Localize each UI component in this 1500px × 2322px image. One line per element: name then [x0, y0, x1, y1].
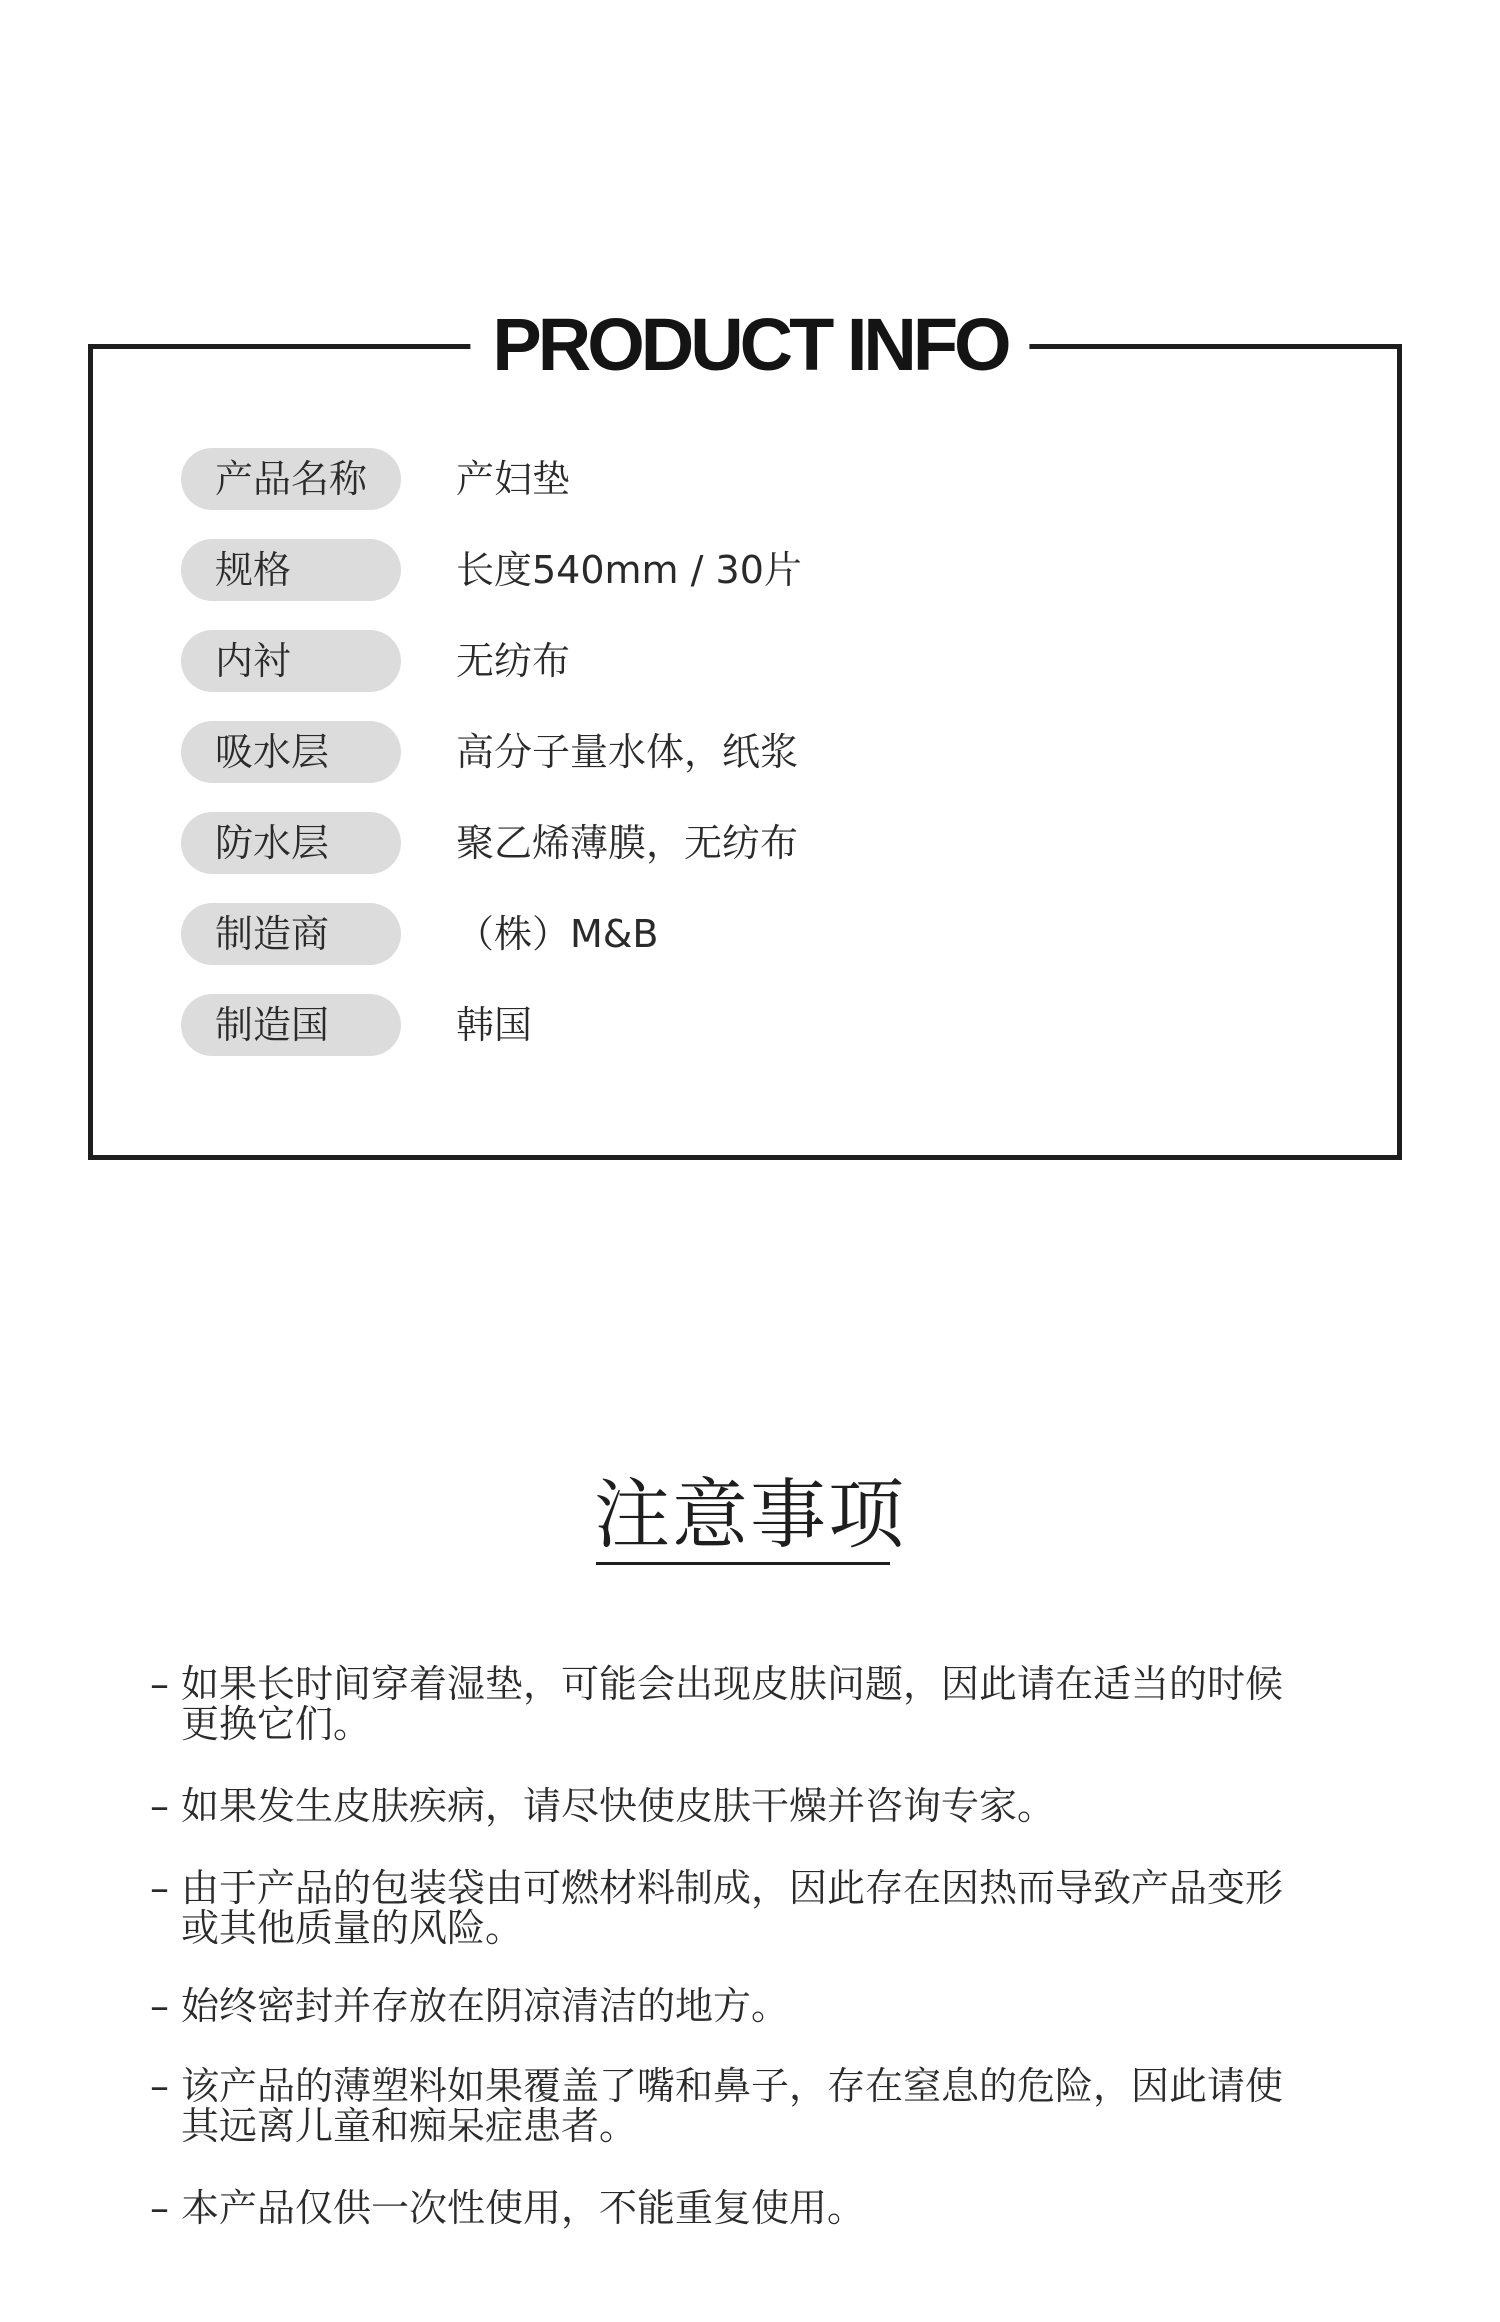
- spec-value: 聚乙烯薄膜，无纺布: [456, 821, 799, 865]
- notice-text: 由于产品的包装袋由可燃材料制成，因此存在因热而导致产品变形或其他质量的风险。: [181, 1866, 1284, 1950]
- notice-text: 如果发生皮肤疾病，请尽快使皮肤干燥并咨询专家。: [181, 1784, 1056, 1828]
- spec-row-product-name: [181, 448, 1181, 510]
- spec-label: 规格: [181, 539, 401, 601]
- spec-row-waterproof-layer: [181, 812, 1181, 874]
- dash-bullet: –: [150, 1984, 169, 2028]
- spec-row-country: [181, 994, 1181, 1056]
- notice-text: 如果长时间穿着湿垫，可能会出现皮肤问题，因此请在适当的时候更换它们。: [181, 1662, 1284, 1746]
- spec-value: 韩国: [456, 1003, 533, 1047]
- dash-bullet: –: [150, 1866, 169, 1910]
- spec-row-manufacturer: [181, 903, 1181, 965]
- spec-value: 长度540mm / 30片: [456, 548, 802, 592]
- spec-value: 高分子量水体，纸浆: [456, 730, 799, 774]
- spec-row-absorbent-layer: [181, 721, 1181, 783]
- spec-label: 吸水层: [181, 721, 401, 783]
- spec-label: 制造国: [181, 994, 401, 1056]
- notice-text: 本产品仅供一次性使用，不能重复使用。: [181, 2186, 866, 2230]
- spec-label: 产品名称: [181, 448, 401, 510]
- spec-label: 制造商: [181, 903, 401, 965]
- spec-label: 内衬: [181, 630, 401, 692]
- dash-bullet: –: [150, 2186, 169, 2230]
- spec-value: （株）M&B: [456, 912, 659, 956]
- spec-row-spec: [181, 539, 1181, 601]
- spec-value: 无纺布: [456, 639, 571, 683]
- dash-bullet: –: [150, 1784, 169, 1828]
- dash-bullet: –: [150, 2064, 169, 2108]
- notice-title: 注意事项: [594, 1470, 906, 1559]
- notice-title-underline: [596, 1562, 890, 1565]
- spec-value: 产妇垫: [456, 457, 571, 501]
- spec-label: 防水层: [181, 812, 401, 874]
- spec-row-lining: [181, 630, 1181, 692]
- dash-bullet: –: [150, 1662, 169, 1706]
- notice-text: 该产品的薄塑料如果覆盖了嘴和鼻子，存在窒息的危险，因此请使其远离儿童和痴呆症患者。: [181, 2064, 1284, 2148]
- notice-text: 始终密封并存放在阴凉清洁的地方。: [181, 1984, 790, 2028]
- product-info-title: PRODUCT INFO: [470, 308, 1029, 382]
